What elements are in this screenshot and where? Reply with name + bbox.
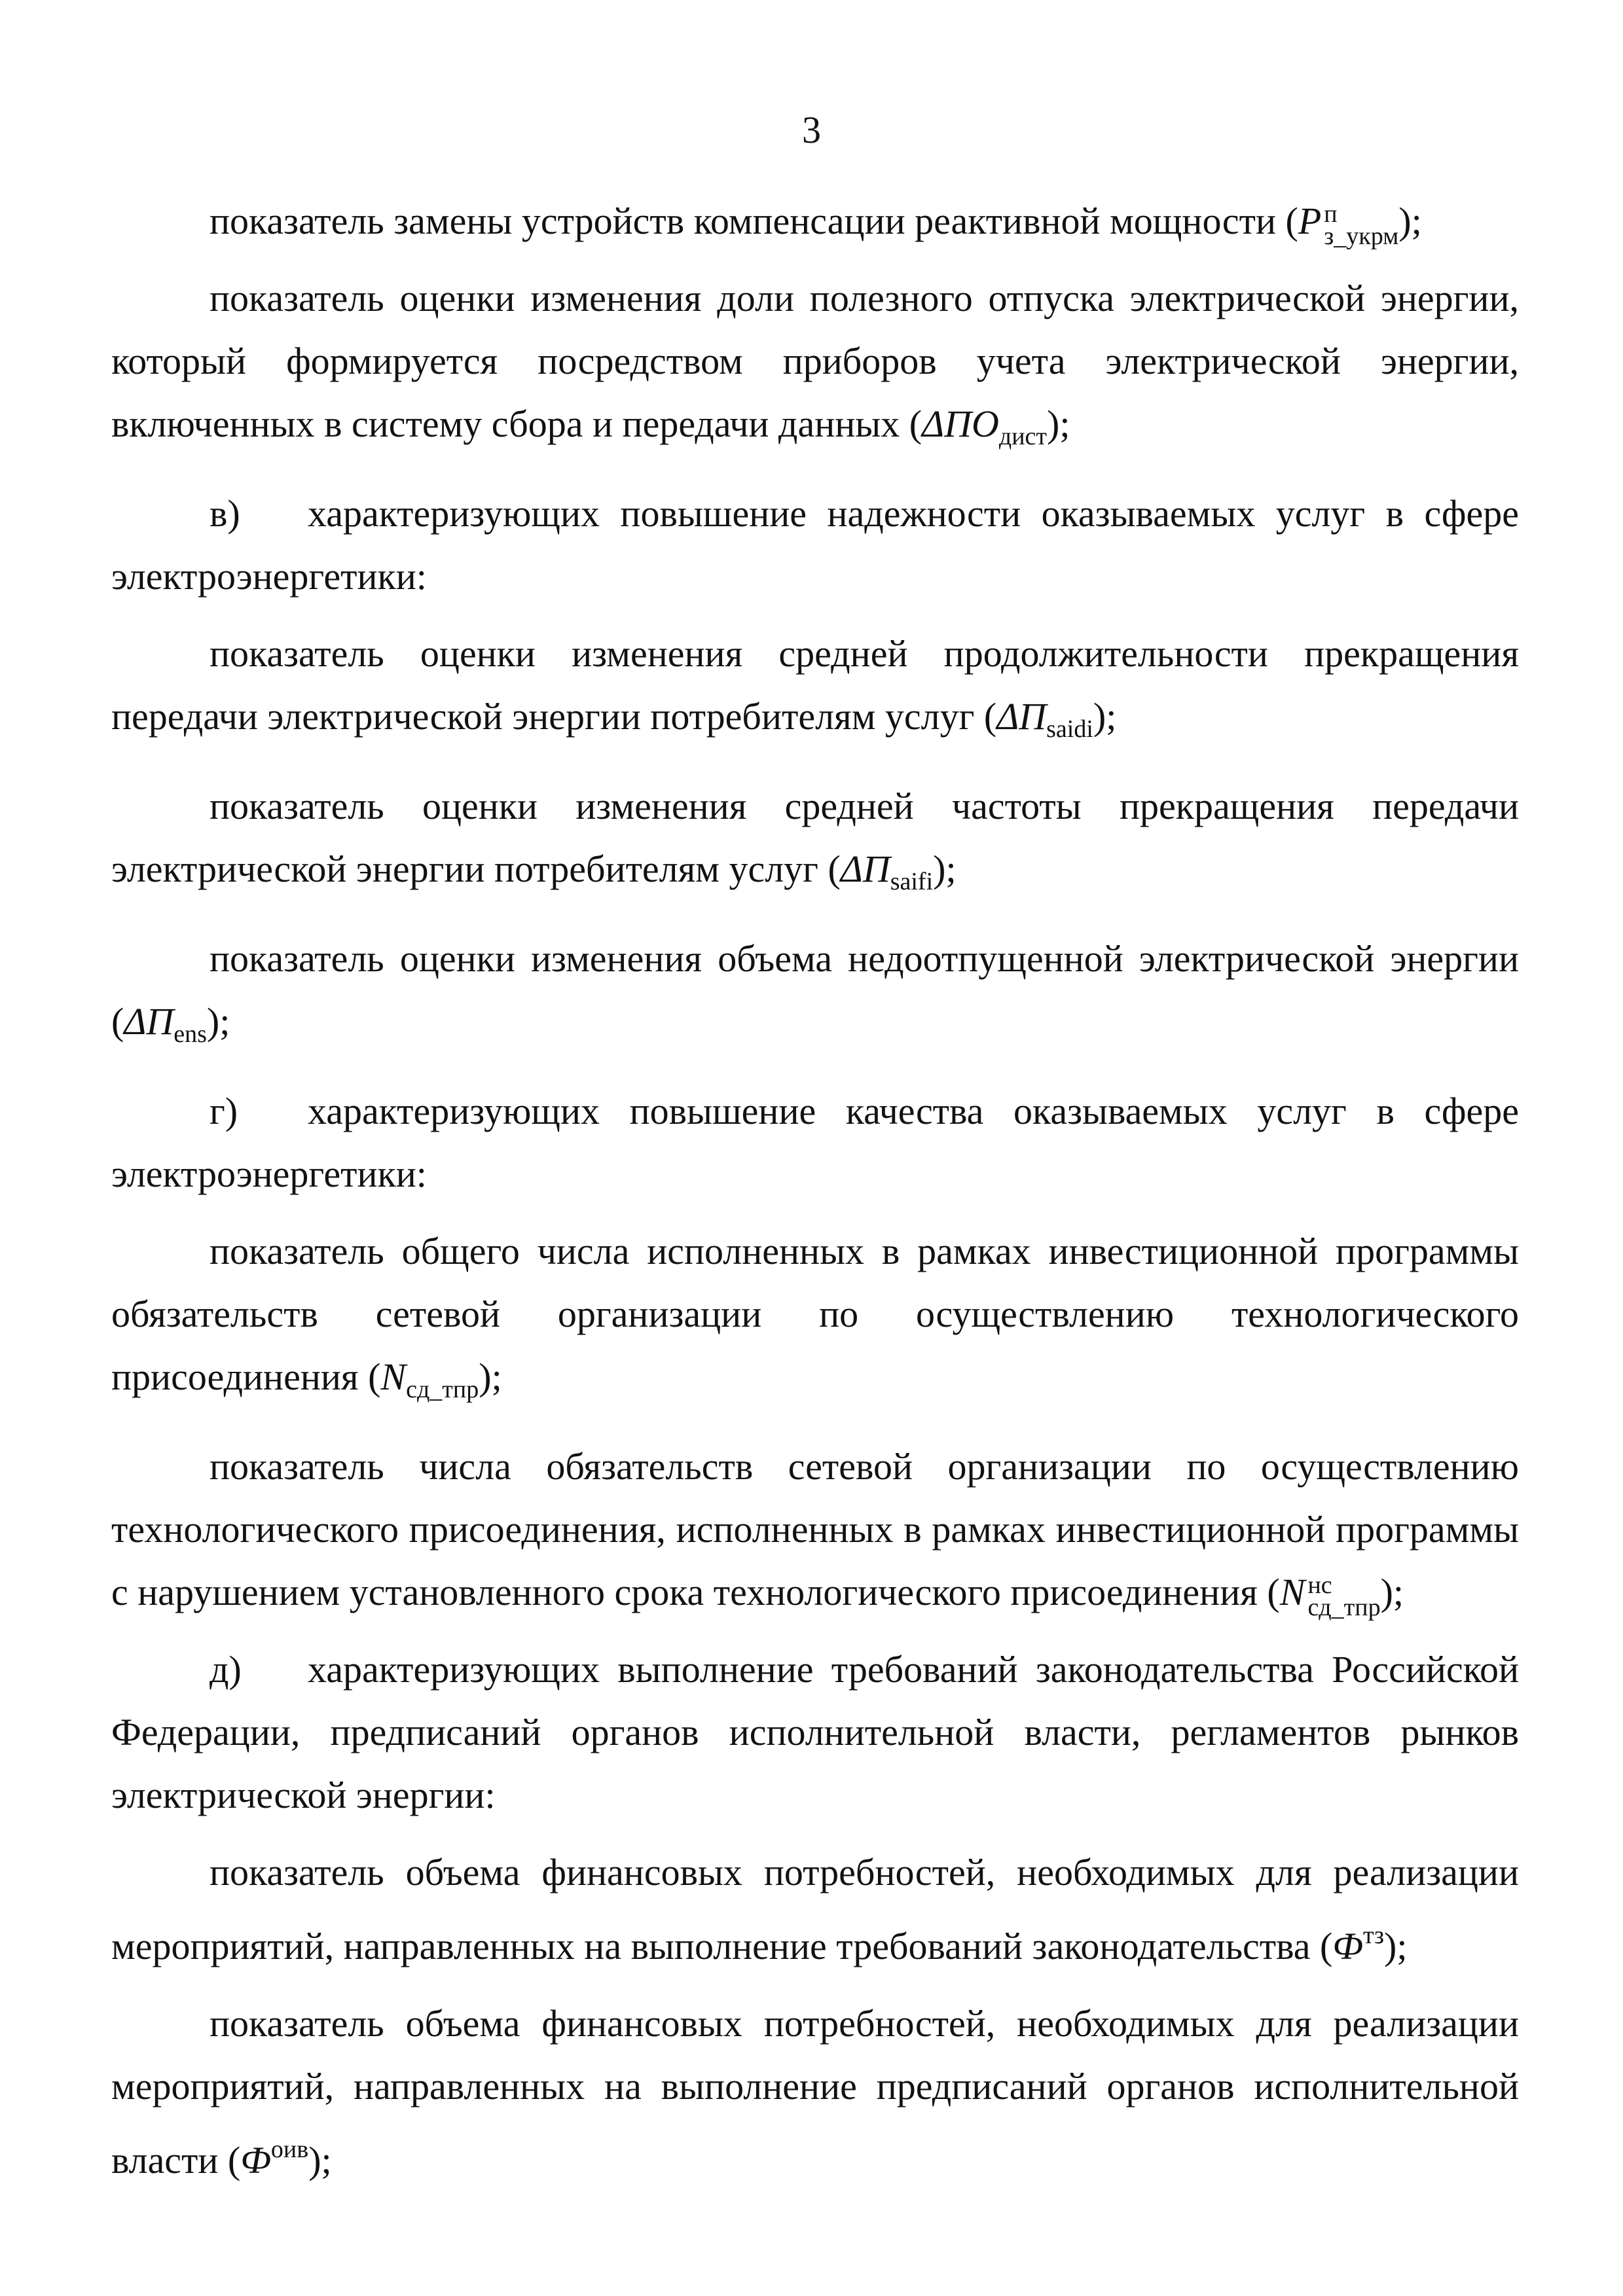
formula [124, 1000, 207, 1048]
paragraph [111, 1435, 1519, 1624]
formula-prefix: Δ [124, 1000, 147, 1043]
paragraph-text-end: ); [1093, 695, 1117, 738]
formula [1332, 1922, 1385, 1967]
formula-indices [1305, 1573, 1380, 1620]
paragraph-text: показатель числа обязательств сетевой организации по осуществлению технологического присоединения, исполненных в рамках инвестиционной программы с нарушением установленного срока технологического присоединения ( [111, 1445, 1519, 1613]
formula-subscript: ens [173, 1020, 207, 1048]
formula-symbol: Ф [240, 2139, 271, 2181]
formula [996, 695, 1093, 743]
paragraph-text: характеризующих повышение надежности оказываемых услуг в сфере электроэнергетики: [111, 492, 1519, 598]
list-marker: д) [210, 1648, 242, 1691]
formula-symbol: П [146, 1000, 174, 1043]
paragraph-text-end: ); [479, 1355, 502, 1398]
list-marker: г) [210, 1090, 238, 1132]
formula [922, 403, 1048, 450]
formula-symbol: N [1279, 1571, 1305, 1613]
paragraph [111, 190, 1519, 253]
paragraph [111, 1220, 1519, 1421]
paragraph-text: показатель замены устройств компенсации реактивной мощности ( [210, 200, 1298, 242]
paragraph [111, 1992, 1519, 2192]
paragraph-text: показатель оценки изменения объема недоотпущенной электрической энергии ( [111, 937, 1519, 1043]
paragraph-text: показатель объема финансовых потребностей, необходимых для реализации мероприятий, направленных на выполнение требований законодательства ( [111, 1851, 1519, 1967]
formula [840, 848, 934, 895]
formula [380, 1355, 479, 1403]
paragraph [111, 775, 1519, 913]
formula-subscript: сд_тпр [1307, 1594, 1381, 1621]
paragraph-text-end: ); [1047, 403, 1070, 445]
paragraph-text: характеризующих выполнение требований законодательства Российской Федерации, предписаний органов исполнительной власти, регламентов рынков электрической энергии: [111, 1648, 1519, 1816]
formula-symbol: N [380, 1355, 407, 1398]
paragraph-text: характеризующих повышение качества оказываемых услуг в сфере электроэнергетики: [111, 1090, 1519, 1195]
paragraph [111, 267, 1519, 468]
formula-superscript: оив [270, 2136, 309, 2163]
formula [240, 2136, 309, 2181]
paragraph-text-end: ); [1398, 200, 1422, 242]
formula-symbol: P [1298, 200, 1322, 242]
list-item [111, 1080, 1519, 1206]
formula-symbol: П [862, 848, 890, 890]
formula-prefix: Δ [922, 403, 945, 445]
paragraph-text: показатель оценки изменения доли полезного отпуска электрической энергии, который формируется посредством приборов учета электрической энергии, включенных в систему сбора и передачи данных ( [111, 277, 1519, 445]
formula-symbol: П [1019, 695, 1047, 738]
formula-prefix: Δ [996, 695, 1019, 738]
formula-superscript: тз [1362, 1922, 1385, 1949]
formula-subscript: дист [998, 423, 1048, 450]
formula-superscript: нс [1307, 1571, 1332, 1599]
paragraph-text-end: ); [308, 2139, 332, 2181]
page-number: 3 [802, 109, 821, 151]
paragraph-text-end: ); [933, 848, 957, 890]
paragraph-text: показатель оценки изменения средней частоты прекращения передачи электрической энергии потребителям услуг ( [111, 785, 1519, 890]
formula-superscript: п [1324, 200, 1338, 228]
document-body [111, 190, 1519, 2206]
formula [1298, 200, 1399, 250]
paragraph-text-end: ); [1384, 1925, 1408, 1967]
list-item [111, 482, 1519, 608]
formula-prefix: Δ [840, 848, 863, 890]
list-marker: в) [210, 492, 240, 535]
formula [1279, 1571, 1381, 1621]
formula-indices [1321, 202, 1398, 249]
paragraph-text-end: ); [206, 1000, 230, 1043]
formula-symbol: Ф [1332, 1925, 1363, 1967]
formula-subscript: сд_тпр [406, 1376, 479, 1403]
formula-subscript: saidi [1046, 715, 1093, 743]
paragraph-text-end: ); [1380, 1571, 1404, 1613]
paragraph-text: показатель оценки изменения средней продолжительности прекращения передачи электрической энергии потребителям услуг ( [111, 632, 1519, 738]
formula-symbol: ПО [944, 403, 999, 445]
paragraph-text: показатель общего числа исполненных в рамках инвестиционной программы обязательств сетевой организации по осуществлению технологического присоединения ( [111, 1230, 1519, 1398]
paragraph [111, 927, 1519, 1066]
paragraph-text: показатель объема финансовых потребностей, необходимых для реализации мероприятий, направленных на выполнение предписаний органов исполнительной власти ( [111, 2002, 1519, 2181]
paragraph [111, 622, 1519, 761]
paragraph [111, 1841, 1519, 1978]
list-item [111, 1638, 1519, 1827]
formula-subscript: saifi [890, 868, 934, 895]
formula-subscript: з_укрм [1324, 223, 1399, 250]
